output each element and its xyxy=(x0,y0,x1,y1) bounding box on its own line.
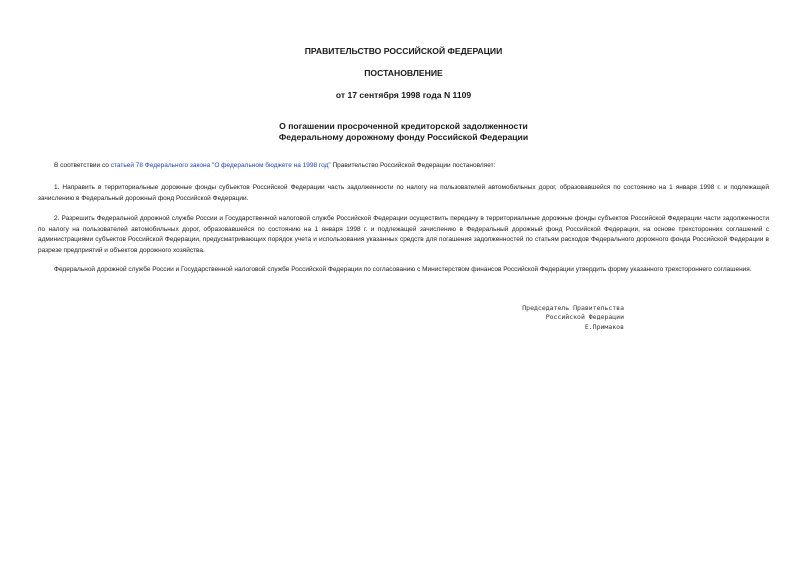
law-article-link[interactable]: статьей 78 Федерального закона "О федеральном бюджете на 1998 год" xyxy=(110,162,331,169)
clause-2-text: 2. Разрешить Федеральной дорожной службе России и Государственной налоговой службе Российской Федерации осуществить передачу в территориальные дорожные фонды субъектов Российской Федерации части задолженности по налогу на пользователей автомобильных дорог, образовавшейся по состоянию на 1 января 1998 г. и подлежащей зачислению в Федеральный дорожный фонд Российской Федерации, на основе трехсторонних соглашений с администрациями субъектов Российской Федерации, предусматривающих порядок учета и использования указанных средств для погашения задолженностей по статьям расходов Федерального дорожного фонда Российской Федерации в разрезе предприятий и объектов дорожного хозяйства. xyxy=(38,215,769,254)
clause-3 xyxy=(38,265,769,276)
intro-text: Правительство Российской Федерации постановляет: xyxy=(330,162,496,169)
clause-2 xyxy=(38,214,769,256)
clause-1-text: 1. Направить в территориальные дорожные фонды субъектов Российской Федерации часть задолженности по налогу на пользователей автомобильных дорог, образовавшейся по состоянию на 1 января 1998 г. и подлежащей зачислению в Федеральный дорожный фонд Российской Федерации. xyxy=(38,184,769,202)
document-subject xyxy=(0,121,807,143)
issuing-authority: ПРАВИТЕЛЬСТВО РОССИЙСКОЙ ФЕДЕРАЦИИ xyxy=(304,46,503,56)
intro-text: В соответствии со xyxy=(54,162,111,169)
signatory-organization: Российской Федерации xyxy=(545,313,624,322)
clause-1 xyxy=(38,183,769,204)
signature-block xyxy=(522,304,624,332)
signatory-name: Е.Примаков xyxy=(584,322,624,331)
intro-paragraph xyxy=(38,161,769,172)
clause-3-text: Федеральной дорожной службе России и Государственной налоговой службе Российской Федерации по согласованию с Министерством финансов Российской Федерации утвердить форму указанного трехстороннего соглашения. xyxy=(54,266,752,273)
document-type: ПОСТАНОВЛЕНИЕ xyxy=(364,68,443,78)
signatory-title: Председатель Правительства xyxy=(522,304,624,312)
document-subject-line: Федеральному дорожному фонду Российской Федерации xyxy=(278,132,529,142)
document-subject-line: О погашении просроченной кредиторской задолженности xyxy=(279,121,528,131)
document-date-number: от 17 сентября 1998 года N 1109 xyxy=(335,90,472,100)
